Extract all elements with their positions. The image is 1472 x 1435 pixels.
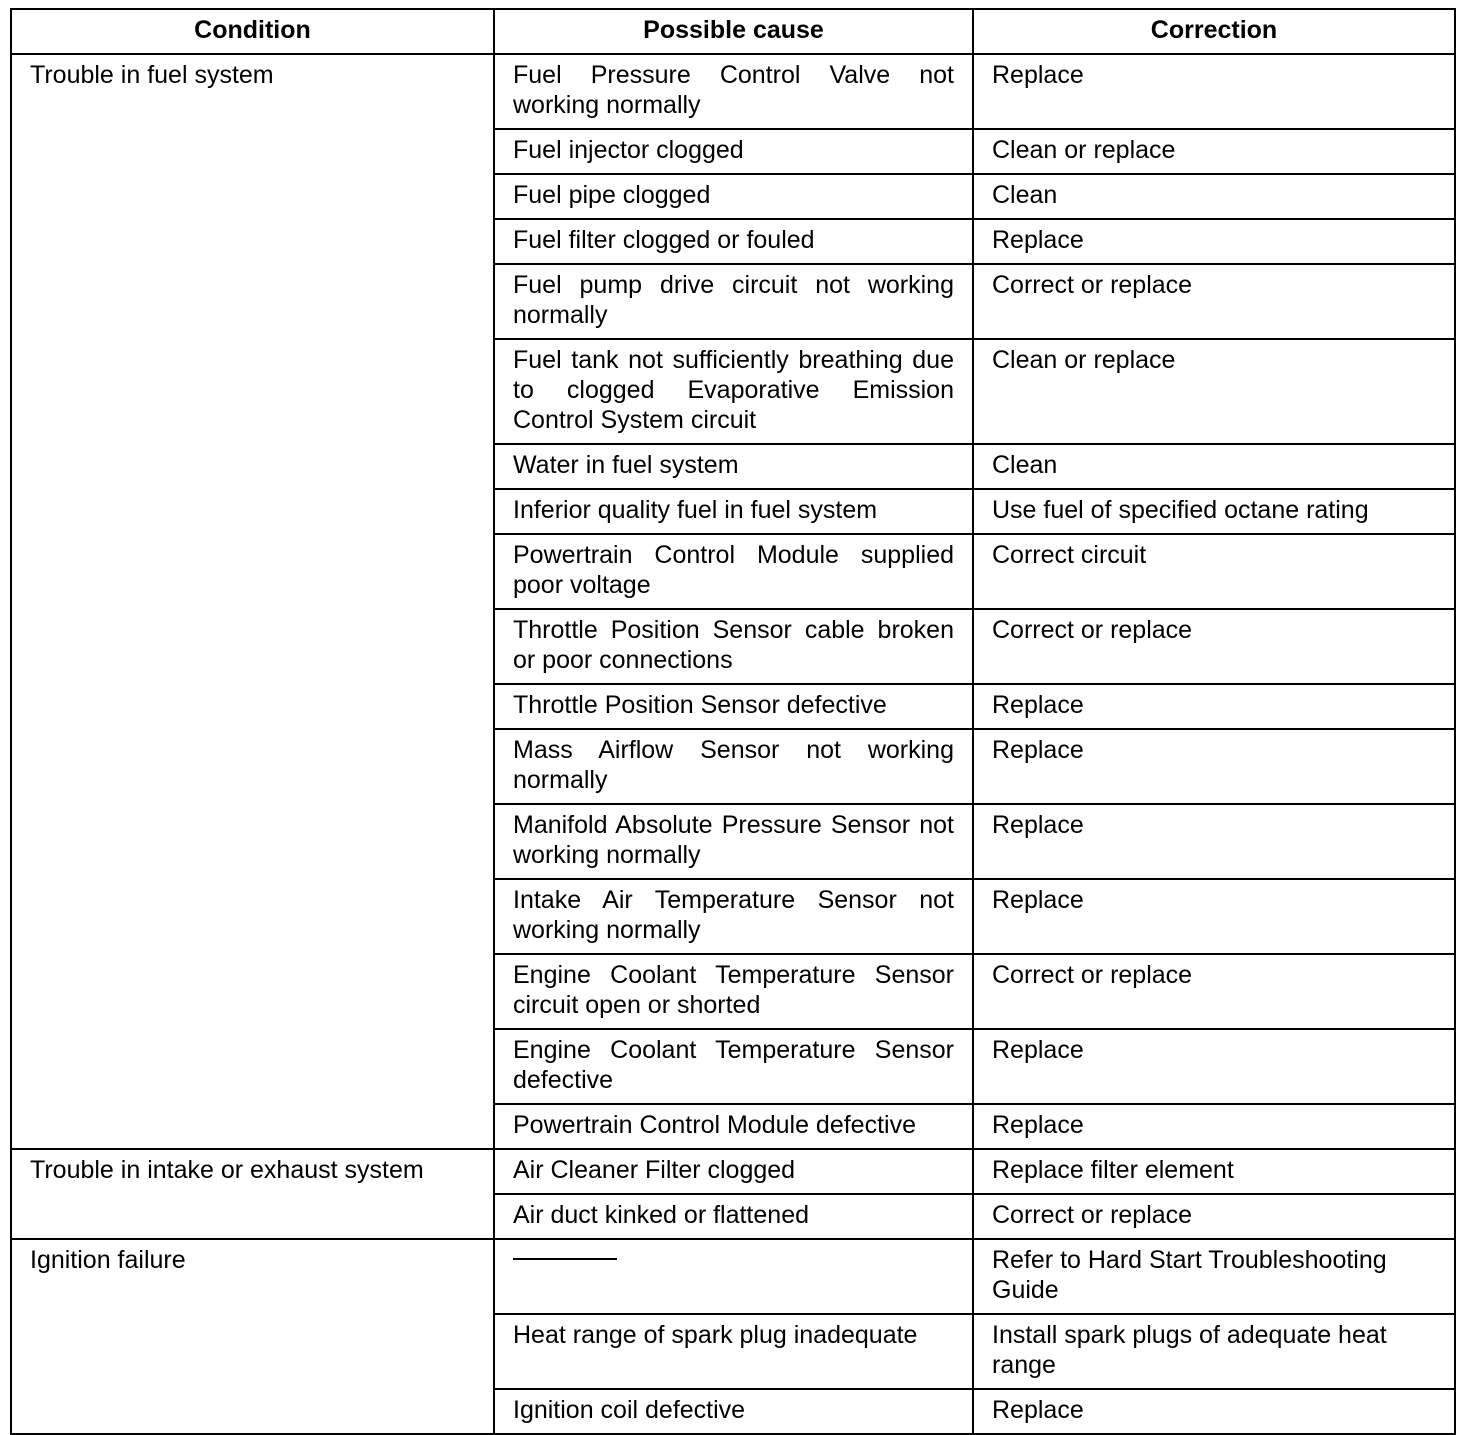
correction-cell: Clean or replace <box>973 339 1455 444</box>
cause-cell: Manifold Absolute Pressure Sensor not working normally <box>494 804 973 879</box>
correction-cell: Correct or replace <box>973 954 1455 1029</box>
correction-cell: Replace <box>973 804 1455 879</box>
cause-cell: Fuel tank not sufficiently breathing due to clogged Evaporative Emission Control System circuit <box>494 339 973 444</box>
correction-cell: Replace <box>973 54 1455 129</box>
empty-value-dash <box>513 1258 617 1260</box>
cause-cell: Heat range of spark plug inadequate <box>494 1314 973 1389</box>
table-row <box>11 54 1455 129</box>
correction-cell: Refer to Hard Start Troubleshooting Guide <box>973 1239 1455 1314</box>
condition-cell: Trouble in intake or exhaust system <box>11 1149 494 1239</box>
cause-cell: Fuel pump drive circuit not working normally <box>494 264 973 339</box>
cause-cell: Air duct kinked or flattened <box>494 1194 973 1239</box>
correction-cell: Replace <box>973 1029 1455 1104</box>
correction-cell: Replace <box>973 729 1455 804</box>
condition-cell: Ignition failure <box>11 1239 494 1434</box>
cause-cell: Ignition coil defective <box>494 1389 973 1434</box>
correction-cell: Replace <box>973 1104 1455 1149</box>
cause-cell: Intake Air Temperature Sensor not working normally <box>494 879 973 954</box>
correction-cell: Correct or replace <box>973 1194 1455 1239</box>
correction-cell: Replace <box>973 219 1455 264</box>
header-possible-cause: Possible cause <box>494 9 973 54</box>
correction-cell: Replace <box>973 1389 1455 1434</box>
correction-cell: Correct or replace <box>973 609 1455 684</box>
correction-cell: Correct or replace <box>973 264 1455 339</box>
header-row <box>11 9 1455 54</box>
cause-cell: Fuel pipe clogged <box>494 174 973 219</box>
cause-cell: Water in fuel system <box>494 444 973 489</box>
cause-cell: Fuel injector clogged <box>494 129 973 174</box>
cause-cell: Fuel filter clogged or fouled <box>494 219 973 264</box>
correction-cell: Correct circuit <box>973 534 1455 609</box>
cause-cell: Mass Airflow Sensor not working normally <box>494 729 973 804</box>
table-row <box>11 1239 1455 1314</box>
cause-cell: Air Cleaner Filter clogged <box>494 1149 973 1194</box>
cause-cell <box>494 1239 973 1314</box>
cause-cell: Inferior quality fuel in fuel system <box>494 489 973 534</box>
condition-cell: Trouble in fuel system <box>11 54 494 1149</box>
cause-cell: Powertrain Control Module defective <box>494 1104 973 1149</box>
troubleshooting-table <box>10 8 1456 1435</box>
correction-cell: Replace <box>973 879 1455 954</box>
cause-cell: Engine Coolant Temperature Sensor defective <box>494 1029 973 1104</box>
correction-cell: Clean or replace <box>973 129 1455 174</box>
correction-cell: Replace filter element <box>973 1149 1455 1194</box>
table-row <box>11 1149 1455 1194</box>
correction-cell: Install spark plugs of adequate heat range <box>973 1314 1455 1389</box>
correction-cell: Clean <box>973 444 1455 489</box>
cause-cell: Throttle Position Sensor defective <box>494 684 973 729</box>
header-condition: Condition <box>11 9 494 54</box>
correction-cell: Clean <box>973 174 1455 219</box>
correction-cell: Replace <box>973 684 1455 729</box>
cause-cell: Fuel Pressure Control Valve not working normally <box>494 54 973 129</box>
cause-cell: Throttle Position Sensor cable broken or poor connections <box>494 609 973 684</box>
header-correction: Correction <box>973 9 1455 54</box>
cause-cell: Powertrain Control Module supplied poor voltage <box>494 534 973 609</box>
correction-cell: Use fuel of specified octane rating <box>973 489 1455 534</box>
cause-cell: Engine Coolant Temperature Sensor circuit open or shorted <box>494 954 973 1029</box>
